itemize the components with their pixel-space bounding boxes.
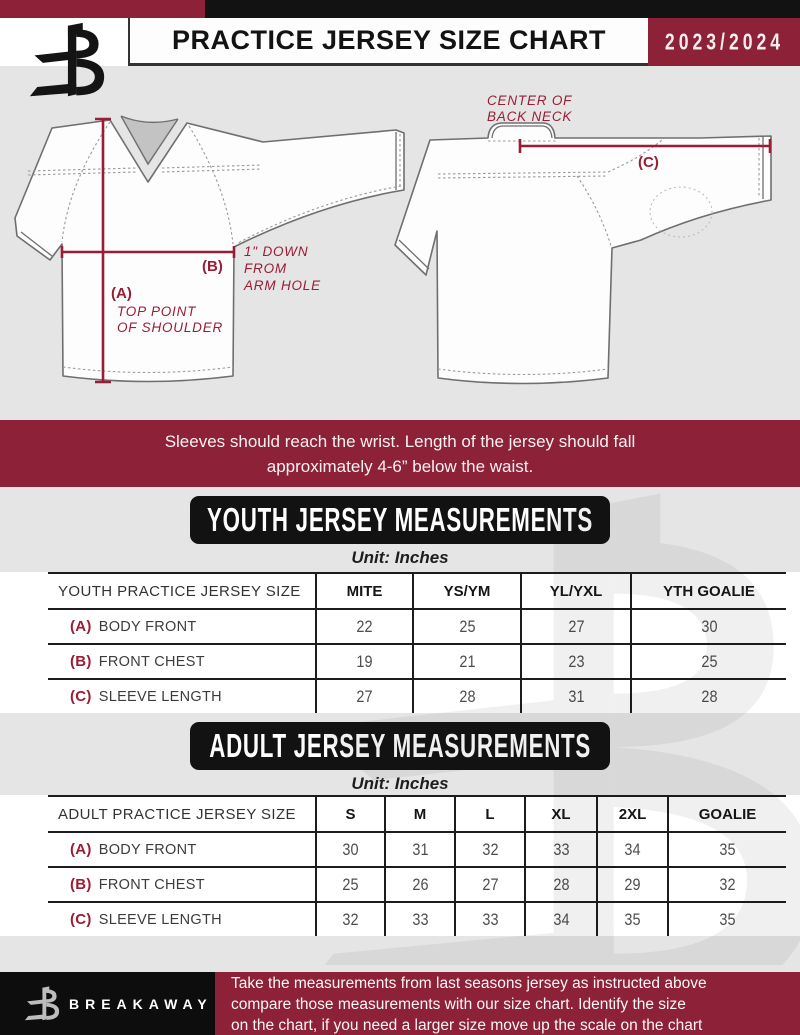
adult-col-s: S xyxy=(316,796,385,832)
label-b-line1: 1" DOWN xyxy=(244,244,309,259)
youth-col-mite: MITE xyxy=(316,573,413,609)
top-strip-maroon xyxy=(0,0,205,18)
cell-value: 23 xyxy=(567,651,585,671)
cell-value: 28 xyxy=(458,686,476,706)
adult-section-header xyxy=(0,713,800,795)
row-tag: (C) xyxy=(70,688,92,705)
label-b-line3: ARM HOLE xyxy=(244,278,321,293)
label-b-tag: (B) xyxy=(202,258,223,275)
cell-value: 22 xyxy=(356,616,373,636)
cell-value: 31 xyxy=(567,686,585,706)
adult-col-m: M xyxy=(385,796,455,832)
footer xyxy=(0,972,800,1035)
adult-col-xl: XL xyxy=(525,796,597,832)
cell-value: 32 xyxy=(481,839,499,859)
cell-value: 27 xyxy=(567,616,585,636)
bottom-gray-band xyxy=(0,936,800,972)
cell-value: 35 xyxy=(624,909,641,929)
row-tag: (B) xyxy=(70,653,92,670)
row-tag: (C) xyxy=(70,911,92,928)
adult-header-row xyxy=(48,796,786,832)
youth-table-section xyxy=(0,572,800,713)
row-label: SLEEVE LENGTH xyxy=(98,912,222,928)
cell-value: 28 xyxy=(552,874,570,894)
youth-table xyxy=(48,572,786,715)
table-row xyxy=(48,644,786,679)
adult-table xyxy=(48,795,786,938)
youth-section-header xyxy=(0,487,800,572)
row-tag: (B) xyxy=(70,876,92,893)
cell-value: 30 xyxy=(342,839,359,859)
jersey-diagram xyxy=(0,66,800,420)
adult-col-l: L xyxy=(455,796,525,832)
cell-value: 33 xyxy=(411,909,429,929)
fit-notice-line1: Sleeves should reach the wrist. Length of the jersey should fall xyxy=(164,432,636,451)
row-label: FRONT CHEST xyxy=(98,654,205,670)
youth-title: YOUTH JERSEY MEASUREMENTS xyxy=(207,500,593,539)
footer-instructions-line1: Take the measurements from last seasons jersey as instructed above xyxy=(231,974,707,992)
cell-value: 34 xyxy=(624,839,641,859)
adult-title-pill xyxy=(190,722,610,770)
cell-value: 31 xyxy=(411,839,429,859)
table-row xyxy=(48,679,786,714)
footer-instructions-line2: compare those measurements with our size chart. Identify the size xyxy=(231,995,686,1013)
youth-unit-label: Unit: Inches xyxy=(351,548,449,567)
footer-instructions xyxy=(215,972,800,1035)
label-c-tag: (C) xyxy=(638,154,659,171)
youth-title-pill xyxy=(190,496,610,544)
front-jersey xyxy=(15,116,404,382)
cell-value: 33 xyxy=(552,839,570,859)
adult-title: ADULT JERSEY MEASUREMENTS xyxy=(209,726,591,765)
cell-value: 21 xyxy=(458,651,476,671)
top-strip xyxy=(0,0,800,18)
table-row xyxy=(48,832,786,867)
table-row xyxy=(48,902,786,937)
row-label: BODY FRONT xyxy=(98,842,197,858)
adult-col-2xl: 2XL xyxy=(597,796,668,832)
youth-size-header: YOUTH PRACTICE JERSEY SIZE xyxy=(48,573,316,609)
cell-value: 27 xyxy=(481,874,499,894)
back-jersey xyxy=(395,93,771,384)
row-tag: (A) xyxy=(70,841,92,858)
youth-col-goalie: YTH GOALIE xyxy=(631,573,786,609)
cell-value: 19 xyxy=(356,651,373,671)
youth-header-row xyxy=(48,573,786,609)
cell-value: 32 xyxy=(342,909,359,929)
cell-value: 26 xyxy=(411,874,429,894)
adult-table-section xyxy=(0,795,800,936)
footer-brand-name: BREAKAWAY xyxy=(69,995,213,1012)
cell-value: 30 xyxy=(700,616,718,636)
adult-unit-label: Unit: Inches xyxy=(351,774,449,793)
row-label: BODY FRONT xyxy=(98,619,197,635)
adult-size-header: ADULT PRACTICE JERSEY SIZE xyxy=(48,796,316,832)
cell-value: 34 xyxy=(552,909,570,929)
cell-value: 27 xyxy=(356,686,373,706)
breakaway-logo-icon xyxy=(24,986,60,1022)
fit-notice-banner xyxy=(0,420,800,487)
row-label: SLEEVE LENGTH xyxy=(98,689,222,705)
label-a-line1: TOP POINT xyxy=(117,304,197,319)
fit-notice-line2: approximately 4-6” below the waist. xyxy=(266,457,534,476)
table-row xyxy=(48,609,786,644)
cell-value: 29 xyxy=(624,874,641,894)
jersey-diagram-svg xyxy=(0,66,800,420)
table-row xyxy=(48,867,786,902)
breakaway-logo-icon xyxy=(28,22,106,100)
row-label: FRONT CHEST xyxy=(98,877,205,893)
cell-value: 25 xyxy=(342,874,359,894)
cell-value: 28 xyxy=(700,686,718,706)
label-b-line2: FROM xyxy=(244,261,287,276)
season-label: 2023/2024 xyxy=(664,28,784,55)
cell-value: 32 xyxy=(719,874,736,894)
cell-value: 25 xyxy=(700,651,718,671)
footer-brand-block xyxy=(0,972,215,1035)
cell-value: 35 xyxy=(719,909,736,929)
season-badge xyxy=(648,18,800,66)
row-tag: (A) xyxy=(70,618,92,635)
label-a-line2: OF SHOULDER xyxy=(117,320,224,335)
cell-value: 33 xyxy=(481,909,499,929)
youth-col-ylyxl: YL/YXL xyxy=(521,573,631,609)
cell-value: 25 xyxy=(458,616,476,636)
label-a-tag: (A) xyxy=(111,285,132,302)
footer-instructions-line3: on the chart, if you need a larger size move up the scale on the chart xyxy=(231,1016,703,1034)
label-c-line2: BACK NECK xyxy=(487,109,573,124)
title-bar xyxy=(128,18,648,66)
cell-value: 35 xyxy=(719,839,736,859)
adult-col-goalie: GOALIE xyxy=(668,796,786,832)
youth-col-ysym: YS/YM xyxy=(413,573,521,609)
page-title: PRACTICE JERSEY SIZE CHART xyxy=(171,25,607,55)
label-c-line1: CENTER OF xyxy=(487,93,573,108)
